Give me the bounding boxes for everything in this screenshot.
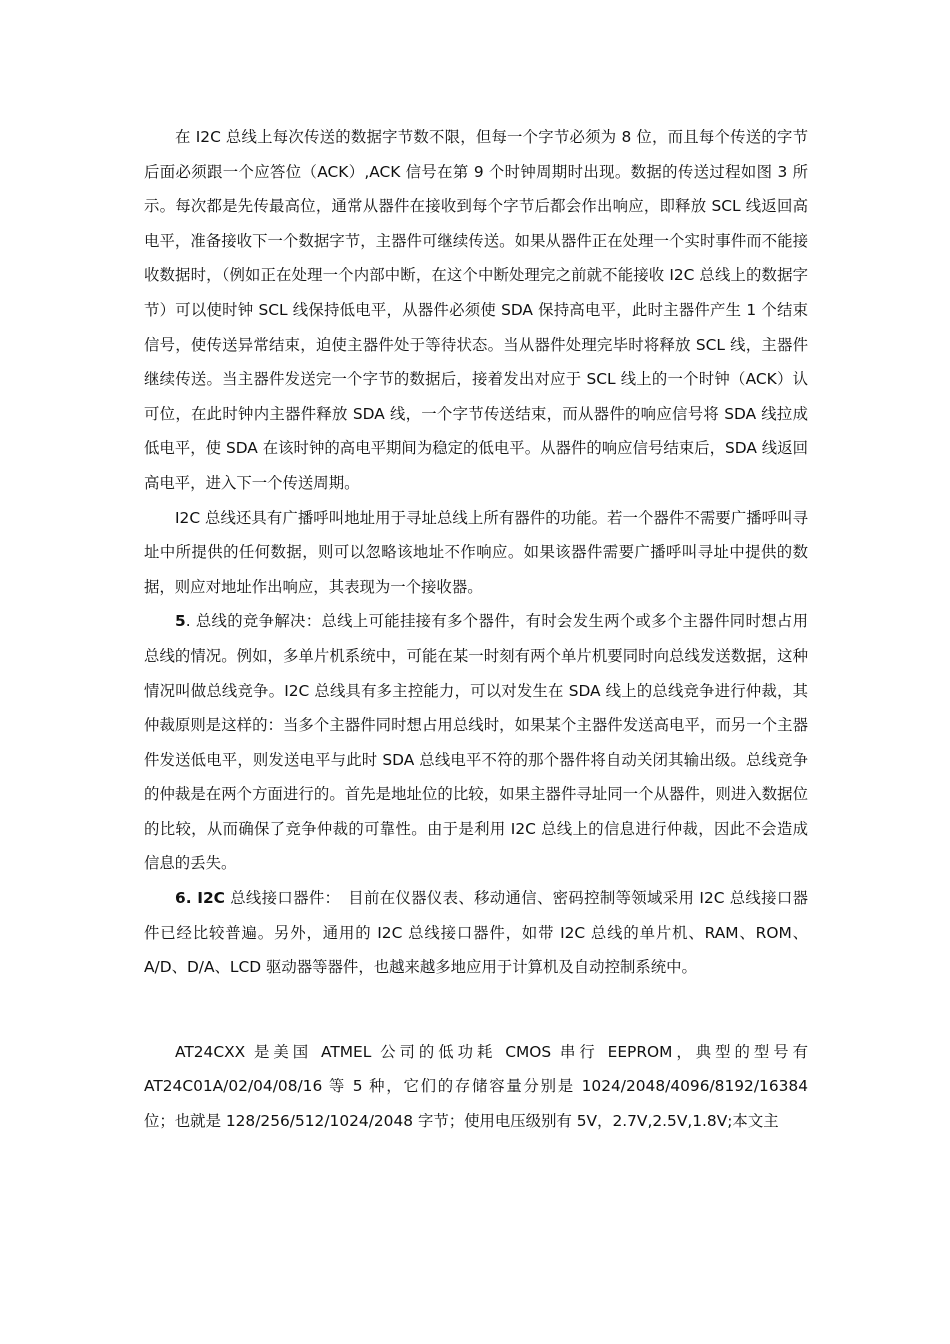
paragraph-text: AT24CXX 是美国 ATMEL 公司的低功耗 CMOS 串行 EEPROM，典型的型号有 AT24C01A/02/04/08/16 等 5 种，它们的存储容量分别是 1024/2048/4096/8192/16384 位；也就是 128/256/512/1024/2048 字节；使用电压级别有 5V，2.7V,2.5V,1.8V;本文主: [144, 1042, 808, 1131]
document-body: [144, 120, 808, 1139]
paragraph-i2c-data-transfer: [144, 120, 808, 501]
paragraph-broadcast-address: [144, 501, 808, 605]
paragraph-text: 总线接口器件： 目前在仪器仪表、移动通信、密码控制等领域采用 I2C 总线接口器件已经比较普遍。另外，通用的 I2C 总线接口器件，如带 I2C 总线的单片机、RAM、ROM、A/D、D/A、LCD 驱动器等器件，也越来越多地应用于计算机及自动控制系统中。: [144, 889, 808, 977]
paragraph-gap: [144, 985, 808, 1035]
paragraph-at24cxx-intro: [144, 1035, 808, 1139]
paragraph-bus-arbitration: [144, 604, 808, 881]
paragraph-text: . 总线的竞争解决：总线上可能挂接有多个器件，有时会发生两个或多个主器件同时想占用总线的情况。例如，多单片机系统中，可能在某一时刻有两个单片机要同时向总线发送数据，这种情况叫做总线竞争。I2C 总线具有多主控能力，可以对发生在 SDA 线上的总线竞争进行仲裁，其仲裁原则是这样的：当多个主器件同时想占用总线时，如果某个主器件发送高电平，而另一个主器件发送低电平，则发送电平与此时 SDA 总线电平不符的那个器件将自动关闭其输出级。总线竞争的仲裁是在两个方面进行的。首先是地址位的比较，如果主器件寻址同一个从器件，则进入数据位的比较，从而确保了竞争仲裁的可靠性。由于是利用 I2C 总线上的信息进行仲裁，因此不会造成信息的丢失。: [144, 612, 808, 873]
paragraph-text: I2C 总线还具有广播呼叫地址用于寻址总线上所有器件的功能。若一个器件不需要广播呼叫寻址中所提供的任何数据，则可以忽略该地址不作响应。如果该器件需要广播呼叫寻址中提供的数据，则应对地址作出响应，其表现为一个接收器。: [144, 508, 808, 596]
paragraph-interface-devices: [144, 881, 808, 985]
section-heading: 6. I2C: [175, 889, 225, 908]
paragraph-text: 在 I2C 总线上每次传送的数据字节数不限，但每一个字节必须为 8 位，而且每个传送的字节后面必须跟一个应答位（ACK）,ACK 信号在第 9 个时钟周期时出现。数据的传送过程如图 3 所示。每次都是先传最高位，通常从器件在接收到每个字节后都会作出响应，即释放 SCL 线返回高电平，准备接收下一个数据字节，主器件可继续传送。如果从器件正在处理一个实时事件而不能接收数据时，（例如正在处理一个内部中断，在这个中断处理完之前就不能接收 I2C 总线上的数据字节）可以使时钟 SCL 线保持低电平，从器件必须使 SDA 保持高电平，此时主器件产生 1 个结束信号，使传送异常结束，迫使主器件处于等待状态。当从器件处理完毕时将释放 SCL 线，主器件继续传送。当主器件发送完一个字节的数据后，接着发出对应于 SCL 线上的一个时钟（ACK）认可位，在此时钟内主器件释放 SDA 线，一个字节传送结束，而从器件的响应信号将 SDA 线拉成低电平，使 SDA 在该时钟的高电平期间为稳定的低电平。从器件的响应信号结束后，SDA 线返回高电平，进入下一个传送周期。: [144, 128, 808, 492]
section-number: 5: [175, 612, 186, 631]
